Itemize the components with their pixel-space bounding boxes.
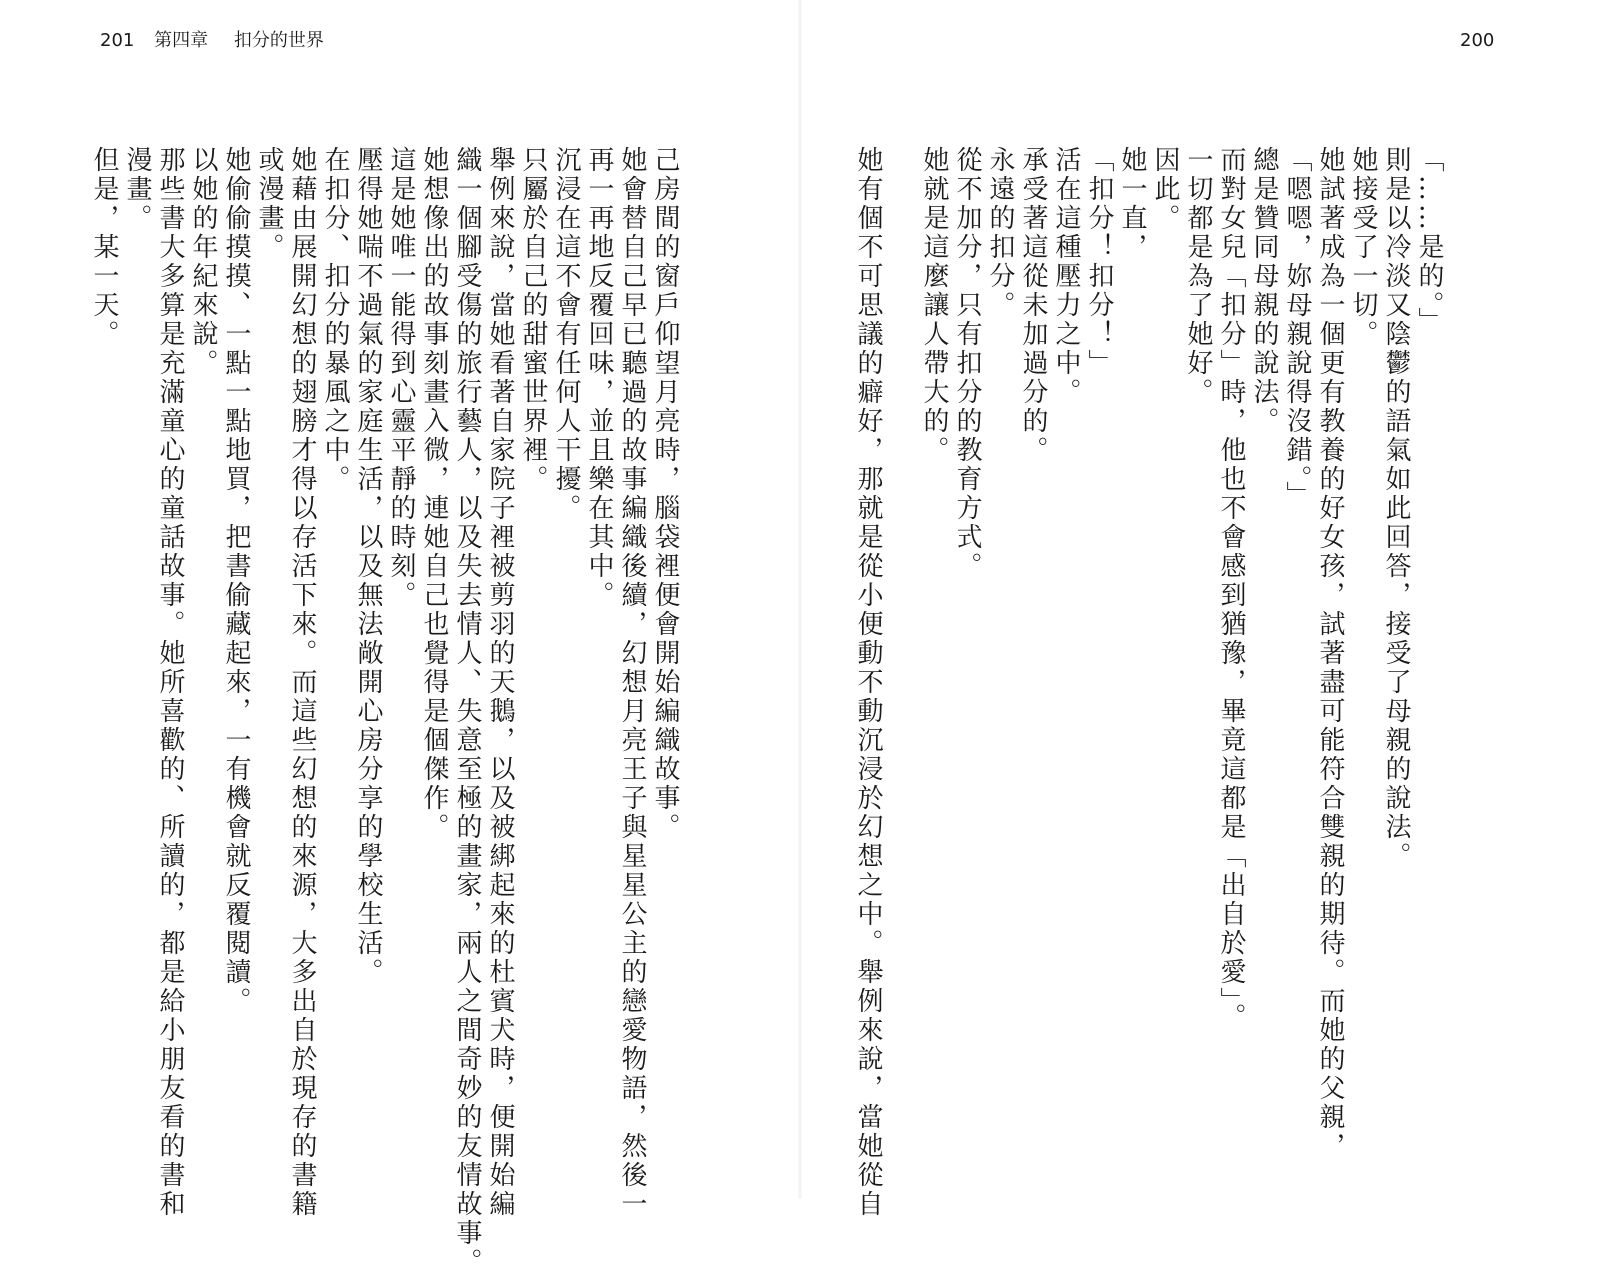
text-column: 她接受了一切。	[1348, 146, 1378, 349]
text-column: 己房間的窗戶仰望月亮時，腦袋裡便會開始編織故事。	[650, 146, 680, 842]
left-page-number: 201	[100, 30, 135, 51]
right-running-header	[1460, 30, 1494, 52]
left-running-header	[100, 30, 324, 52]
text-column: 從不加分，只有扣分的教育方式。	[952, 146, 982, 581]
text-column: 「……是的。」	[1414, 146, 1444, 336]
text-column: 舉例來說，當她看著自家院子裡被剪羽的天鵝，以及被綁起來的杜賓犬時，便開始編	[485, 146, 515, 1219]
text-column: 她試著成為一個更有教養的好女孩，試著盡可能符合雙親的期待。而她的父親，	[1315, 146, 1345, 1161]
text-column: 她就是這麼讓人帶大的。	[919, 146, 949, 465]
text-column: 活在這種壓力之中。	[1051, 146, 1081, 407]
text-column: 那些書大多算是充滿童心的童話故事。她所喜歡的、所讀的，都是給小朋友看的書和	[155, 146, 185, 1219]
text-column: 總是贊同母親的說法。	[1249, 146, 1279, 436]
text-column: 織一個腳受傷的旅行藝人，以及失去情人、失意至極的畫家，兩人之間奇妙的友情故事。	[452, 146, 482, 1277]
text-column: 她偷偷摸摸、一點一點地買，把書偷藏起來，一有機會就反覆閱讀。	[221, 146, 251, 1016]
text-column: 她有個不可思議的癖好，那就是從小便動不動沉浸於幻想之中。舉例來說，當她從自	[853, 146, 883, 1219]
text-column: 則是以冷淡又陰鬱的語氣如此回答，接受了母親的說法。	[1381, 146, 1411, 871]
text-column: 這是她唯一能得到心靈平靜的時刻。	[386, 146, 416, 610]
text-column: 以她的年紀來說。	[188, 146, 218, 378]
text-column: 再一再地反覆回味，並且樂在其中。	[584, 146, 614, 610]
text-column: 一切都是為了她好。	[1183, 146, 1213, 407]
text-column: 但是，某一天。	[89, 146, 119, 349]
text-column: 承受著這從未加過分的。	[1018, 146, 1048, 465]
page-gutter	[798, 0, 802, 1199]
text-column: 沉浸在這不會有任何人干擾。	[551, 146, 581, 523]
text-column: 她藉由展開幻想的翅膀才得以存活下來。而這些幻想的來源，大多出自於現存的書籍	[287, 146, 317, 1219]
text-column: 她會替自己早已聽過的故事編織後續，幻想月亮王子與星星公主的戀愛物語，然後一	[617, 146, 647, 1219]
text-column: 而對女兒「扣分」時，他也不會感到猶豫，畢竟這都是「出自於愛」。	[1216, 146, 1246, 1032]
text-column: 或漫畫。	[254, 146, 284, 262]
text-column: 在扣分、扣分的暴風之中。	[320, 146, 350, 494]
text-column: 她一直，	[1117, 146, 1147, 262]
text-column: 永遠的扣分。	[985, 146, 1015, 320]
text-column: 因此。	[1150, 146, 1180, 233]
chapter-title: 扣分的世界	[233, 30, 324, 51]
chapter-label: 第四章	[154, 30, 209, 51]
text-column: 漫畫。	[122, 146, 152, 233]
text-column: 只屬於自己的甜蜜世界裡。	[518, 146, 548, 494]
text-column: 「扣分！扣分！」	[1084, 146, 1114, 378]
text-column: 「嗯嗯，妳母親說得沒錯。」	[1282, 146, 1312, 510]
text-column: 壓得她喘不過氣的家庭生活，以及無法敞開心房分享的學校生活。	[353, 146, 383, 987]
right-page-number: 200	[1460, 30, 1495, 51]
text-column: 她想像出的故事刻畫入微，連她自己也覺得是個傑作。	[419, 146, 449, 842]
